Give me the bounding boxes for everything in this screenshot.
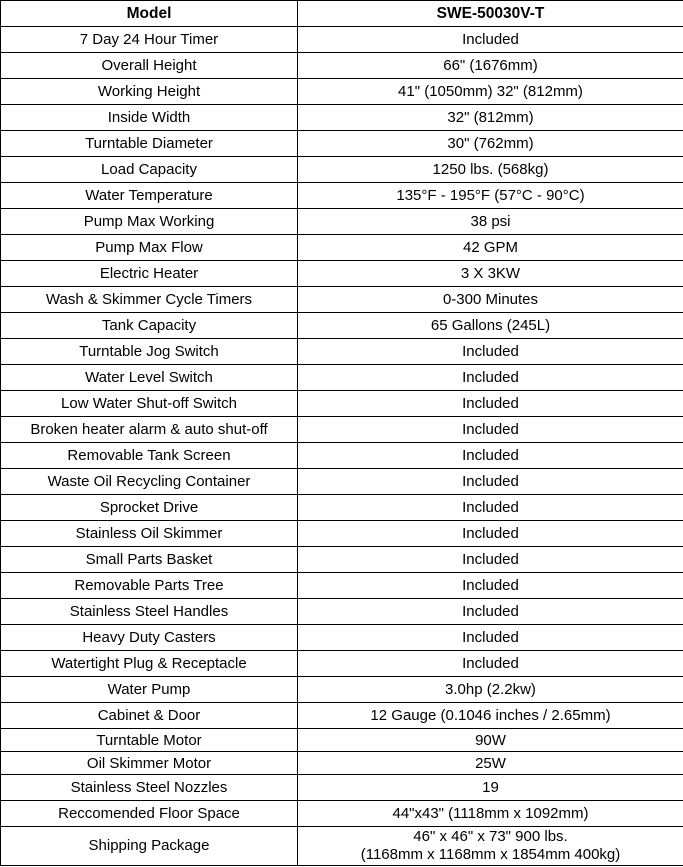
row-value: Included [298, 495, 683, 521]
row-value: 135°F - 195°F (57°C - 90°C) [298, 183, 683, 209]
row-label: Inside Width [1, 105, 298, 131]
row-value: 44"x43" (1118mm x 1092mm) [298, 801, 683, 827]
row-value: Included [298, 599, 683, 625]
table-row [1, 521, 683, 547]
row-label: Turntable Jog Switch [1, 339, 298, 365]
row-value: Included [298, 625, 683, 651]
table-row [1, 235, 683, 261]
table-row [1, 313, 683, 339]
row-value: 42 GPM [298, 235, 683, 261]
row-label: Low Water Shut-off Switch [1, 391, 298, 417]
shipping-dimensions: 46" x 46" x 73" 900 lbs. [413, 828, 568, 845]
spec-body [1, 27, 683, 866]
table-row [1, 729, 683, 752]
row-value: 38 psi [298, 209, 683, 235]
table-row [1, 417, 683, 443]
row-label: Stainless Steel Nozzles [1, 775, 298, 801]
row-value: Included [298, 651, 683, 677]
row-label: Tank Capacity [1, 313, 298, 339]
table-row [1, 752, 683, 775]
row-value: Included [298, 365, 683, 391]
table-row [1, 547, 683, 573]
row-label: Stainless Steel Handles [1, 599, 298, 625]
row-label: Stainless Oil Skimmer [1, 521, 298, 547]
row-label: Working Height [1, 79, 298, 105]
row-value: 0-300 Minutes [298, 287, 683, 313]
header-model-number: SWE-50030V-T [298, 1, 683, 27]
table-row [1, 53, 683, 79]
table-row [1, 469, 683, 495]
row-value: Included [298, 547, 683, 573]
table-row [1, 27, 683, 53]
row-value: 65 Gallons (245L) [298, 313, 683, 339]
row-value: 30" (762mm) [298, 131, 683, 157]
table-row [1, 105, 683, 131]
row-label: Watertight Plug & Receptacle [1, 651, 298, 677]
table-row [1, 183, 683, 209]
row-value: Included [298, 443, 683, 469]
row-value: Included [298, 521, 683, 547]
row-label: Sprocket Drive [1, 495, 298, 521]
row-label: Turntable Diameter [1, 131, 298, 157]
table-row [1, 339, 683, 365]
row-value: 90W [298, 729, 683, 752]
row-value [298, 827, 683, 866]
table-row [1, 391, 683, 417]
row-label: Small Parts Basket [1, 547, 298, 573]
row-label: Wash & Skimmer Cycle Timers [1, 287, 298, 313]
row-value: 41" (1050mm) 32" (812mm) [298, 79, 683, 105]
row-label: Overall Height [1, 53, 298, 79]
row-label: Water Pump [1, 677, 298, 703]
row-label: Cabinet & Door [1, 703, 298, 729]
row-label: Broken heater alarm & auto shut-off [1, 417, 298, 443]
table-row [1, 703, 683, 729]
row-value: 1250 lbs. (568kg) [298, 157, 683, 183]
row-value: 12 Gauge (0.1046 inches / 2.65mm) [298, 703, 683, 729]
row-value: 3.0hp (2.2kw) [298, 677, 683, 703]
row-label: Heavy Duty Casters [1, 625, 298, 651]
row-value: 3 X 3KW [298, 261, 683, 287]
row-label: Water Level Switch [1, 365, 298, 391]
row-label: Load Capacity [1, 157, 298, 183]
row-label: Reccomended Floor Space [1, 801, 298, 827]
table-row [1, 677, 683, 703]
table-row [1, 573, 683, 599]
row-value: Included [298, 27, 683, 53]
table-row [1, 131, 683, 157]
table-row [1, 443, 683, 469]
table-row [1, 209, 683, 235]
row-label: Pump Max Working [1, 209, 298, 235]
row-value: 19 [298, 775, 683, 801]
row-value: Included [298, 573, 683, 599]
row-label: Pump Max Flow [1, 235, 298, 261]
table-row [1, 261, 683, 287]
row-value: Included [298, 417, 683, 443]
row-value: 32" (812mm) [298, 105, 683, 131]
row-label: Removable Tank Screen [1, 443, 298, 469]
row-value: Included [298, 339, 683, 365]
row-value: Included [298, 469, 683, 495]
header-row [1, 1, 683, 27]
row-value: Included [298, 391, 683, 417]
table-row [1, 827, 683, 866]
table-row [1, 157, 683, 183]
table-row [1, 801, 683, 827]
row-label: Electric Heater [1, 261, 298, 287]
row-label: 7 Day 24 Hour Timer [1, 27, 298, 53]
table-row [1, 287, 683, 313]
row-value: 66" (1676mm) [298, 53, 683, 79]
row-label: Water Temperature [1, 183, 298, 209]
table-row [1, 599, 683, 625]
table-row [1, 625, 683, 651]
table-row [1, 651, 683, 677]
row-label: Oil Skimmer Motor [1, 752, 298, 775]
shipping-dimensions-metric: (1168mm x 1168mm x 1854mm 400kg) [360, 846, 621, 863]
table-row [1, 775, 683, 801]
row-label: Shipping Package [1, 827, 298, 866]
table-row [1, 365, 683, 391]
row-label: Waste Oil Recycling Container [1, 469, 298, 495]
row-label: Removable Parts Tree [1, 573, 298, 599]
header-label: Model [1, 1, 298, 27]
row-value: 25W [298, 752, 683, 775]
table-row [1, 79, 683, 105]
table-row [1, 495, 683, 521]
row-label: Turntable Motor [1, 729, 298, 752]
